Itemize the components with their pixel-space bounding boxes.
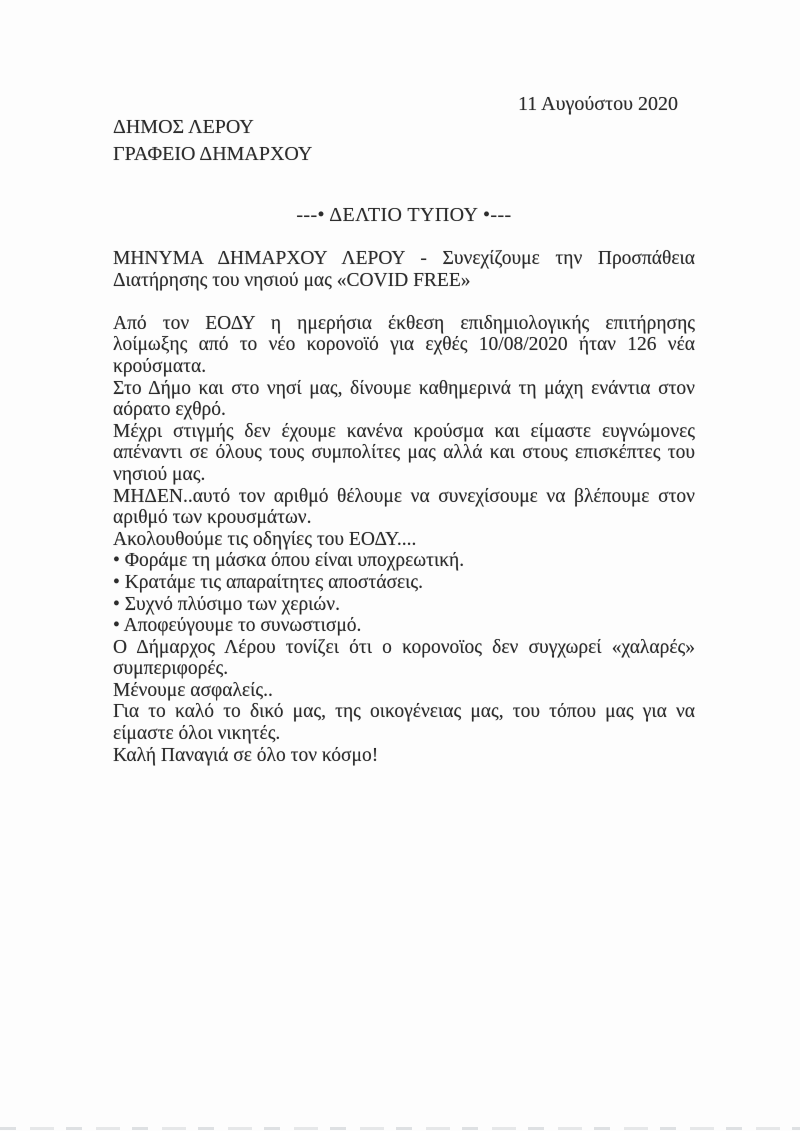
text-line: ΜΗΔΕΝ..αυτό τον αριθμό θέλουμε να συνεχίσουμε να βλέπουμε στον — [113, 485, 695, 507]
text-line: αόρατο εχθρό. — [113, 399, 226, 421]
blank-line — [113, 291, 695, 313]
sender-block — [113, 114, 312, 168]
text-line: • Κρατάμε τις απαραίτητες αποστάσεις. — [113, 571, 424, 593]
text-line: • Αποφεύγουμε το συνωστισμό. — [113, 615, 362, 637]
text-line: Ακολουθούμε τις οδηγίες του ΕΟΔΥ.... — [113, 528, 417, 550]
text-line: κρούσματα. — [113, 355, 207, 377]
document-body — [113, 248, 695, 766]
text-line: Διατήρησης του νησιού μας «COVID FREE» — [113, 269, 471, 291]
text-line: Από τον ΕΟΔΥ η ημερήσια έκθεση επιδημιολογικής επιτήρησης — [113, 312, 695, 334]
text-line: αριθμό των κρουσμάτων. — [113, 507, 312, 529]
text-line: Μένουμε ασφαλείς.. — [113, 679, 273, 701]
text-line: Στο Δήμο και στο νησί μας, δίνουμε καθημερινά τη μάχη ενάντια στον — [113, 377, 695, 399]
text-line: είμαστε όλοι νικητές. — [113, 723, 281, 745]
text-line: Ο Δήμαρχος Λέρου τονίζει ότι ο κορονοϊος δεν συγχωρεί «χαλαρές» — [113, 636, 695, 658]
document-date: 11 Αυγούστου 2020 — [518, 93, 678, 115]
sender-office: ΓΡΑΦΕΙΟ ΔΗΜΑΡΧΟΥ — [113, 143, 313, 165]
sender-organization: ΔΗΜΟΣ ΛΕΡΟΥ — [113, 116, 254, 138]
text-line: λοίμωξης από το νέο κορονοϊό για εχθές 10/08/2020 ήταν 126 νέα — [113, 334, 695, 356]
text-line: Για το καλό το δικό μας, της οικογένειας μας, του τόπου μας για να — [113, 701, 695, 723]
document-type-heading: ---• ΔΕΛΤΙΟ ΤΥΠΟΥ •--- — [296, 204, 512, 226]
text-line: συμπεριφορές. — [113, 658, 229, 680]
text-line: • Φοράμε τη μάσκα όπου είναι υποχρεωτική. — [113, 550, 465, 572]
text-line: απέναντι σε όλους τους συμπολίτες μας αλλά και στους επισκέπτες του — [113, 442, 695, 464]
text-line: Μέχρι στιγμής δεν έχουμε κανένα κρούσμα και είμαστε ευγνώμονες — [113, 420, 695, 442]
text-line: ΜΗΝΥΜΑ ΔΗΜΑΡΧΟΥ ΛΕΡΟΥ - Συνεχίζουμε την Προσπάθεια — [113, 248, 695, 269]
text-line: Καλή Παναγιά σε όλο τον κόσμο! — [113, 744, 379, 766]
text-line: • Συχνό πλύσιμο των χεριών. — [113, 593, 340, 615]
scan-artifact-line — [0, 1127, 800, 1130]
text-line: νησιού μας. — [113, 463, 206, 485]
